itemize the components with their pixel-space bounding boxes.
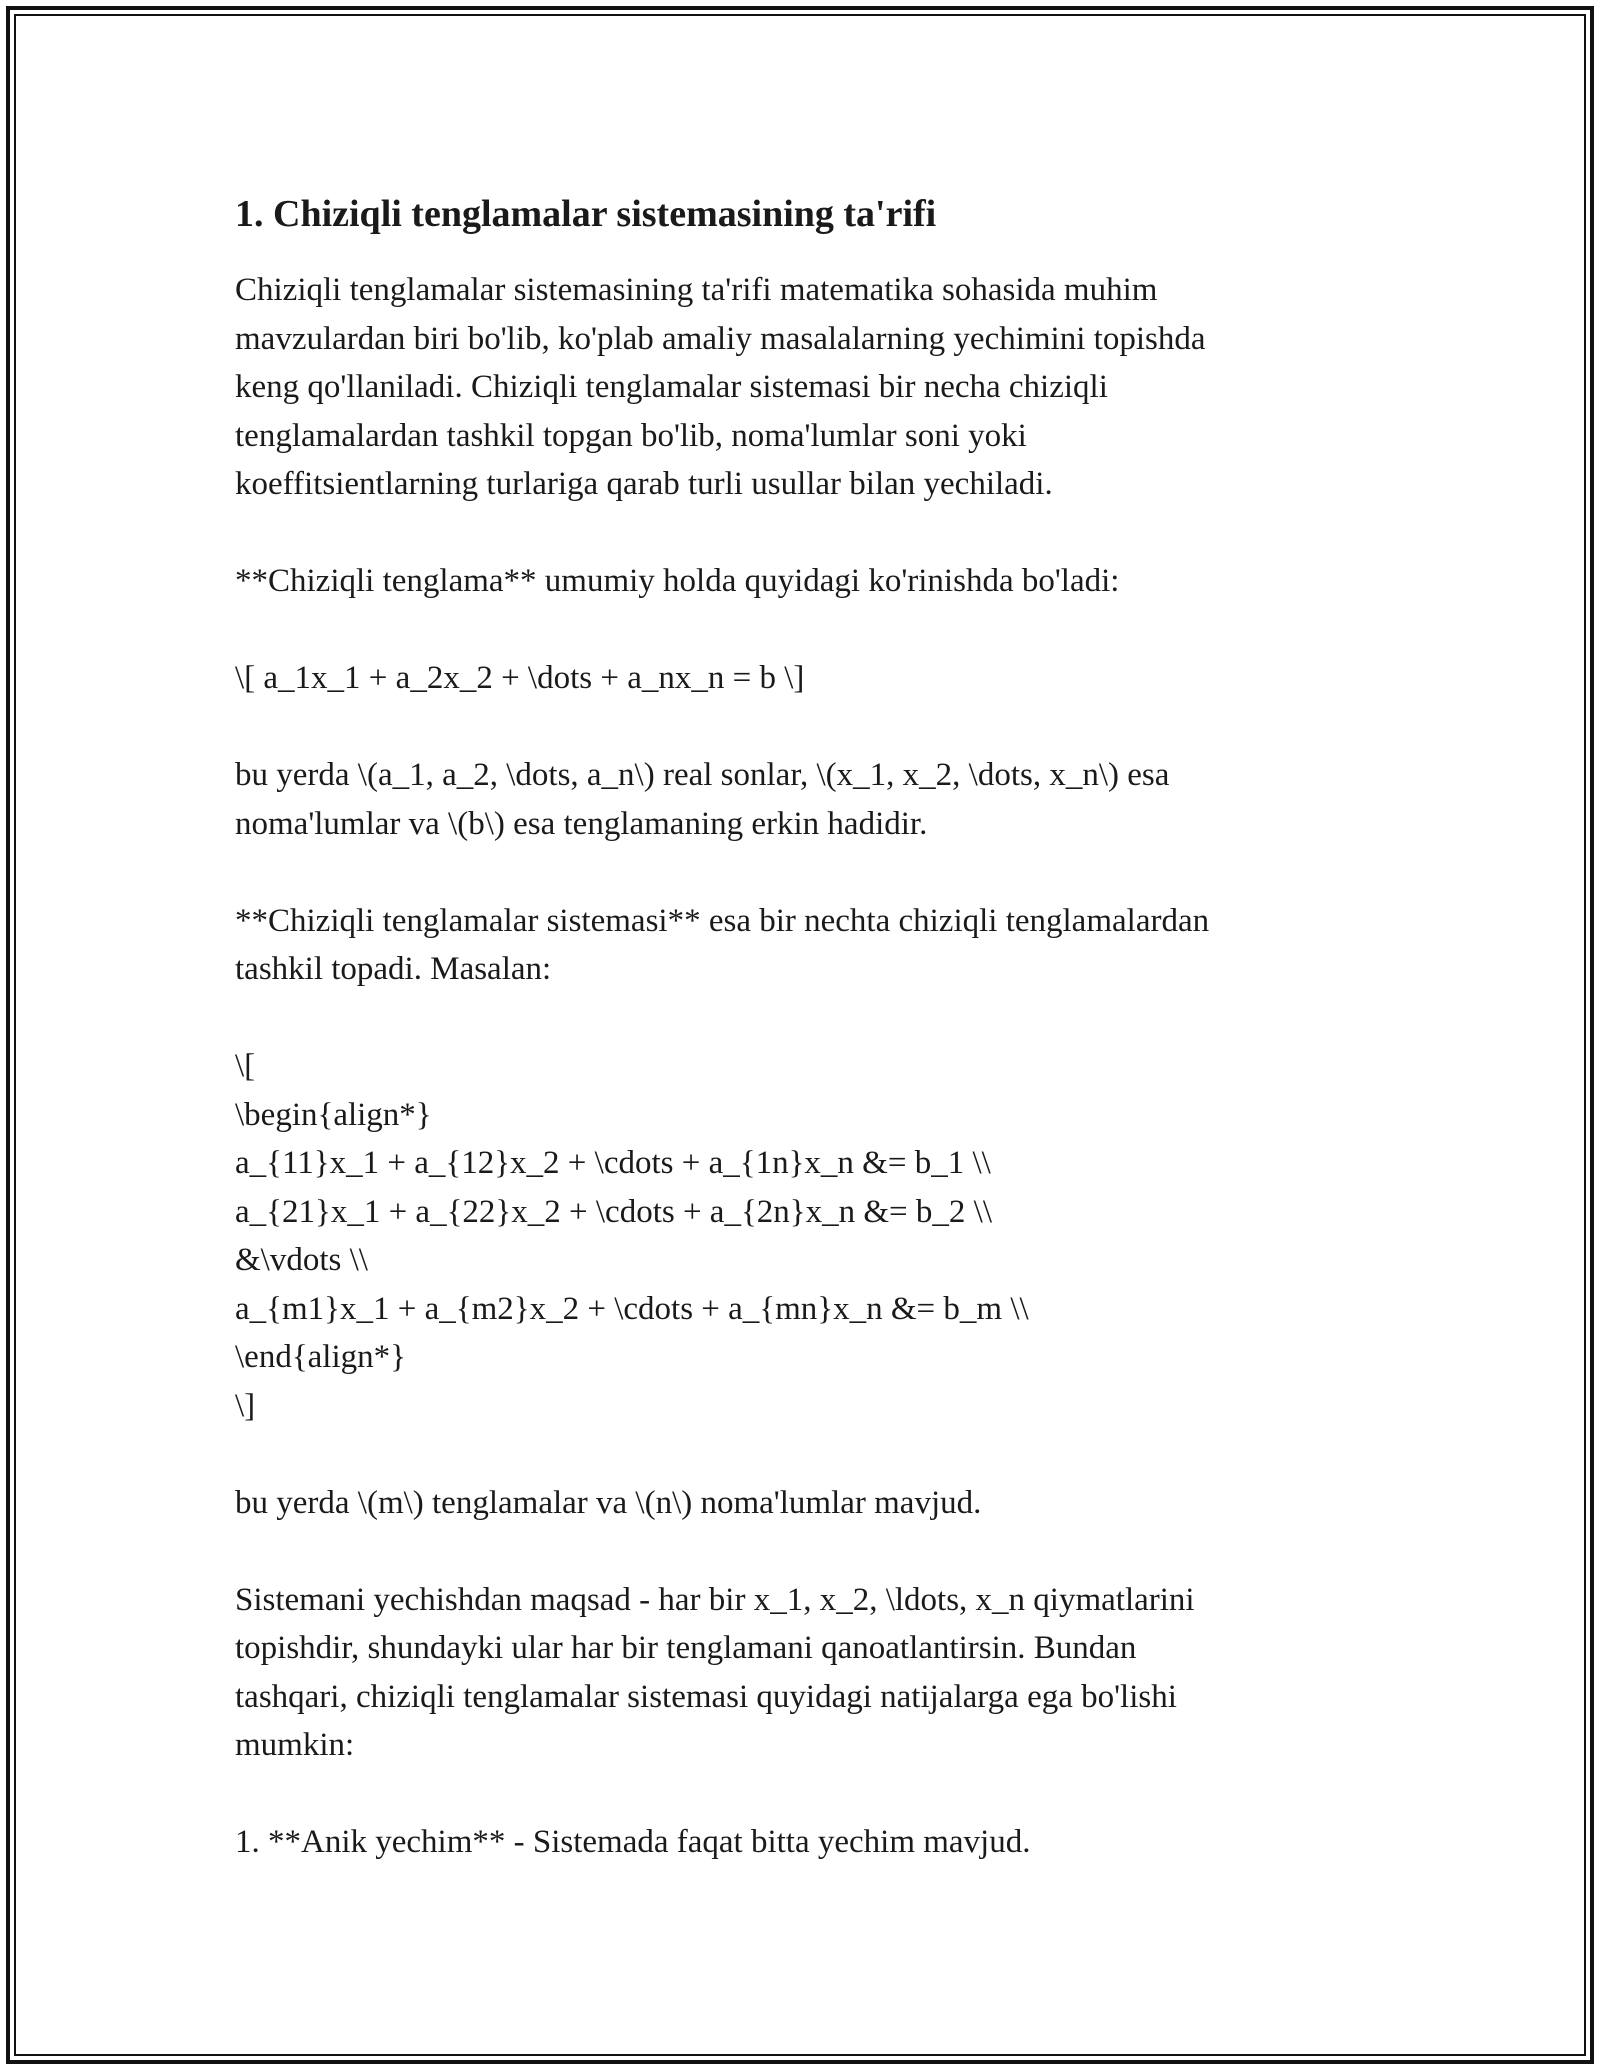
text-line: tashkil topadi. Masalan: — [235, 951, 552, 987]
paragraph — [235, 266, 1365, 509]
text-line: a_{21}x_1 + a_{22}x_2 + \cdots + a_{2n}x_n &= b_2 \\ — [235, 1193, 993, 1230]
text-line: a_{11}x_1 + a_{12}x_2 + \cdots + a_{1n}x_n &= b_1 \\ — [235, 1145, 991, 1181]
text-line: noma'lumlar va \(b\) esa tenglamaning erkin hadidir. — [235, 805, 928, 842]
text-line: a_{m1}x_1 + a_{m2}x_2 + \cdots + a_{mn}x_n &= b_m \\ — [235, 1290, 1029, 1327]
paragraph — [235, 751, 1365, 848]
section-heading: 1. Chiziqli tenglamalar sistemasining ta'rifi — [235, 193, 937, 235]
text-line: \end{align*} — [235, 1339, 406, 1375]
paragraph — [235, 1576, 1365, 1770]
text-line: \] — [235, 1387, 256, 1424]
text-line: keng qo'llaniladi. Chiziqli tenglamalar sistemasi bir necha chiziqli — [235, 369, 1108, 405]
document-body — [235, 186, 1365, 1867]
text-line: **Chiziqli tenglama** umumiy holda quyidagi ko'rinishda bo'ladi: — [235, 563, 1120, 599]
text-line: mavzulardan biri bo'lib, ko'plab amaliy masalalarning yechimini topishda — [235, 320, 1206, 357]
text-line: Sistemani yechishdan maqsad - har bir x_1, x_2, \ldots, x_n qiymatlarini — [235, 1581, 1195, 1618]
text-line: topishdir, shundayki ular har bir tenglamani qanoatlantirsin. Bundan — [235, 1630, 1137, 1666]
text-line: bu yerda \(a_1, a_2, \dots, a_n\) real sonlar, \(x_1, x_2, \dots, x_n\) esa — [235, 757, 1170, 793]
paragraph — [235, 654, 1365, 703]
paragraph — [235, 1818, 1365, 1867]
text-line: \[ a_1x_1 + a_2x_2 + \dots + a_nx_n = b \] — [235, 660, 805, 696]
text-line: mumkin: — [235, 1727, 355, 1763]
text-line: tashqari, chiziqli tenglamalar sistemasi quyidagi natijalarga ega bo'lishi — [235, 1678, 1177, 1715]
text-line: **Chiziqli tenglamalar sistemasi** esa bir nechta chiziqli tenglamalardan — [235, 902, 1210, 939]
text-line: koeffitsientlarning turlariga qarab turli usullar bilan yechiladi. — [235, 466, 1053, 502]
paragraph — [235, 1042, 1365, 1430]
text-line: \[ — [235, 1048, 256, 1084]
paragraph — [235, 557, 1365, 606]
text-line: \begin{align*} — [235, 1096, 432, 1133]
text-line: Chiziqli tenglamalar sistemasining ta'rifi matematika sohasida muhim — [235, 272, 1158, 308]
text-line: 1. **Anik yechim** - Sistemada faqat bitta yechim mavjud. — [235, 1824, 1031, 1860]
paragraph — [235, 1479, 1365, 1528]
text-line: &\vdots \\ — [235, 1242, 368, 1278]
text-line: bu yerda \(m\) tenglamalar va \(n\) noma'lumlar mavjud. — [235, 1484, 982, 1521]
paragraph — [235, 897, 1365, 994]
paragraph-list — [235, 266, 1365, 1867]
text-line: tenglamalardan tashkil topgan bo'lib, noma'lumlar soni yoki — [235, 417, 1027, 454]
